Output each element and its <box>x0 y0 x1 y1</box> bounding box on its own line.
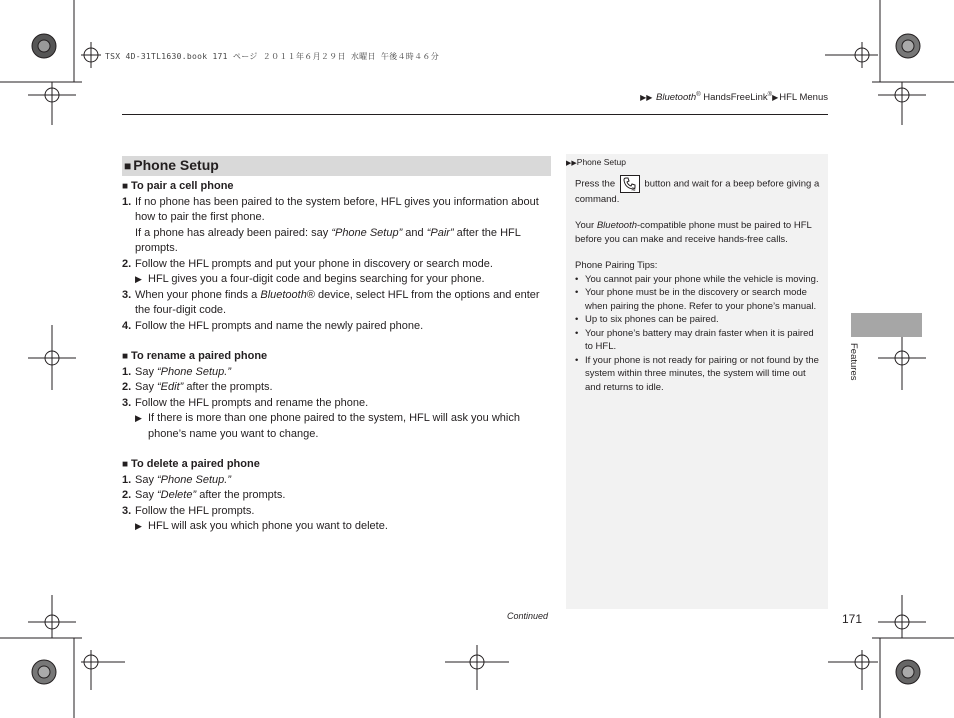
spacer <box>122 334 552 349</box>
sidebar-compat-note <box>575 219 821 246</box>
arrow-icon: ▶ <box>135 413 142 423</box>
chapter-tab <box>851 313 922 337</box>
main-column <box>122 179 552 535</box>
note-text: If a phone has already been paired: say <box>135 226 332 239</box>
step-text: Follow the HFL prompts and put your phone in discovery or search mode. <box>135 257 493 270</box>
spacer <box>122 442 552 457</box>
arrow-icon: ▶ <box>135 274 142 284</box>
voice-command: “Pair” <box>426 226 454 239</box>
talk-icon <box>620 175 640 193</box>
sidebar-press-note <box>575 175 821 207</box>
tip-item: • Your phone’s battery may drain faster when it is paired to HFL. <box>575 327 821 354</box>
step-text: after the prompts. <box>183 381 273 393</box>
step-text: Follow the HFL prompts and name the newly paired phone. <box>135 319 424 332</box>
breadcrumb-separator: ▶ <box>772 93 779 103</box>
rename-steps <box>122 365 552 443</box>
note-text: after the HFL prompts. <box>135 226 521 254</box>
step-number: 2. <box>122 257 132 270</box>
step-number: 3. <box>122 396 132 409</box>
square-icon: ■ <box>122 459 129 470</box>
sidebar-text: button and wait for a beep before giving a command. <box>575 178 820 205</box>
breadcrumb-current: HFL Menus <box>779 92 828 104</box>
section-title <box>124 157 219 173</box>
square-icon: ■ <box>122 351 129 362</box>
breadcrumb <box>640 92 828 103</box>
sidebar-text: Press the <box>575 178 618 190</box>
subheading-delete-text: To delete a paired phone <box>131 458 260 470</box>
pair-step-4 <box>122 319 552 335</box>
subheading-rename-text: To rename a paired phone <box>131 350 268 362</box>
page-number: 171 <box>842 612 863 626</box>
tip-item: • You cannot pair your phone while the vehicle is moving. <box>575 273 821 287</box>
delete-step-1 <box>122 473 552 489</box>
step-text: device, select HFL from the options and enter the four-digit code. <box>135 288 540 316</box>
step-arrow-note <box>135 519 552 535</box>
step-number: 3. <box>122 504 132 517</box>
subheading-pair-text: To pair a cell phone <box>131 180 234 192</box>
voice-command: “Delete” <box>157 489 197 501</box>
tip-item: • Your phone must be in the discovery or search mode when pairing the phone. Refer to your phone’s manual. <box>575 286 821 313</box>
subheading-rename <box>122 349 552 365</box>
step-number: 1. <box>122 473 132 486</box>
step-arrow-note <box>135 411 552 442</box>
voice-command: “Edit” <box>157 381 184 393</box>
step-number: 1. <box>122 365 132 378</box>
delete-steps <box>122 473 552 535</box>
subheading-pair <box>122 179 552 195</box>
sidebar-text: Your <box>575 220 597 231</box>
arrow-note-text: HFL will ask you which phone you want to delete. <box>148 520 388 532</box>
note-text: and <box>402 226 427 239</box>
step-note <box>135 226 552 257</box>
step-text: after the prompts. <box>196 489 286 501</box>
arrow-icon: ▶ <box>135 521 142 531</box>
chapter-tab-label: Features <box>848 343 859 381</box>
tips-title: Phone Pairing Tips: <box>575 260 658 271</box>
step-text: Say <box>135 365 158 378</box>
bluetooth-term: Bluetooth <box>596 220 637 231</box>
step-text: Say <box>135 473 158 486</box>
step-arrow-note <box>135 272 552 288</box>
step-text: Say <box>135 489 158 501</box>
pair-step-1 <box>122 195 552 257</box>
step-number: 2. <box>122 381 132 393</box>
sidebar-content <box>566 156 821 394</box>
breadcrumb-bluetooth: Bluetooth <box>656 92 697 104</box>
voice-command: “Phone Setup” <box>331 226 403 239</box>
arrow-note-text: HFL gives you a four-digit code and begins searching for your phone. <box>148 273 485 285</box>
tip-item: • Up to six phones can be paired. <box>575 313 821 327</box>
delete-step-3 <box>122 504 552 535</box>
pair-step-2 <box>122 257 552 288</box>
subheading-delete <box>122 457 552 473</box>
square-icon: ■ <box>122 181 129 192</box>
step-text: When your phone finds a <box>135 288 261 301</box>
sidebar-heading <box>566 156 821 171</box>
step-number: 2. <box>122 489 132 501</box>
tip-item: • If your phone is not ready for pairing or not found by the system within three minutes, the system will time out and returns to idle. <box>575 354 821 395</box>
reg-mark: ® <box>306 288 315 301</box>
pair-steps <box>122 195 552 335</box>
print-header: TSX 4D-31TL1630.book 171 ページ ２０１１年６月２９日 水曜日 午後４時４６分 <box>105 52 439 61</box>
tips-list <box>575 273 821 395</box>
step-text: Follow the HFL prompts and rename the phone. <box>135 396 369 409</box>
bluetooth-term: Bluetooth <box>260 288 307 301</box>
step-text: If no phone has been paired to the system before, HFL gives you information about how to pair the first phone. <box>135 195 539 223</box>
sidebar-heading-text: Phone Setup <box>576 157 626 167</box>
step-number: 1. <box>122 195 132 208</box>
voice-command: “Phone Setup.” <box>157 365 232 378</box>
delete-step-2 <box>122 488 552 504</box>
breadcrumb-hfl: HandsFreeLink <box>700 92 768 104</box>
rename-step-2 <box>122 380 552 396</box>
section-square-icon: ■ <box>124 159 132 173</box>
breadcrumb-reg-2: ® <box>767 92 773 98</box>
voice-command: “Phone Setup.” <box>157 473 232 486</box>
rename-step-1 <box>122 365 552 381</box>
step-number: 4. <box>122 319 132 332</box>
rename-step-3 <box>122 396 552 443</box>
step-text: Say <box>135 381 158 393</box>
sidebar-text: -compatible phone must be paired to HFL before you can make and receive hands-free calls. <box>575 220 812 245</box>
breadcrumb-reg: ® <box>696 92 701 98</box>
step-text: Follow the HFL prompts. <box>135 504 255 517</box>
arrow-note-text: If there is more than one phone paired to the system, HFL will ask you which phone’s name you want to change. <box>148 412 520 440</box>
svg-text:≋: ≋ <box>630 185 636 192</box>
continued-label: Continued <box>507 611 549 621</box>
header-rule <box>122 114 828 115</box>
pair-step-3 <box>122 288 552 319</box>
section-title-text: Phone Setup <box>133 157 219 173</box>
step-number: 3. <box>122 288 132 301</box>
breadcrumb-arrows: ▶▶ <box>640 93 653 103</box>
sidebar-heading-arrows: ▶▶ <box>566 160 577 167</box>
